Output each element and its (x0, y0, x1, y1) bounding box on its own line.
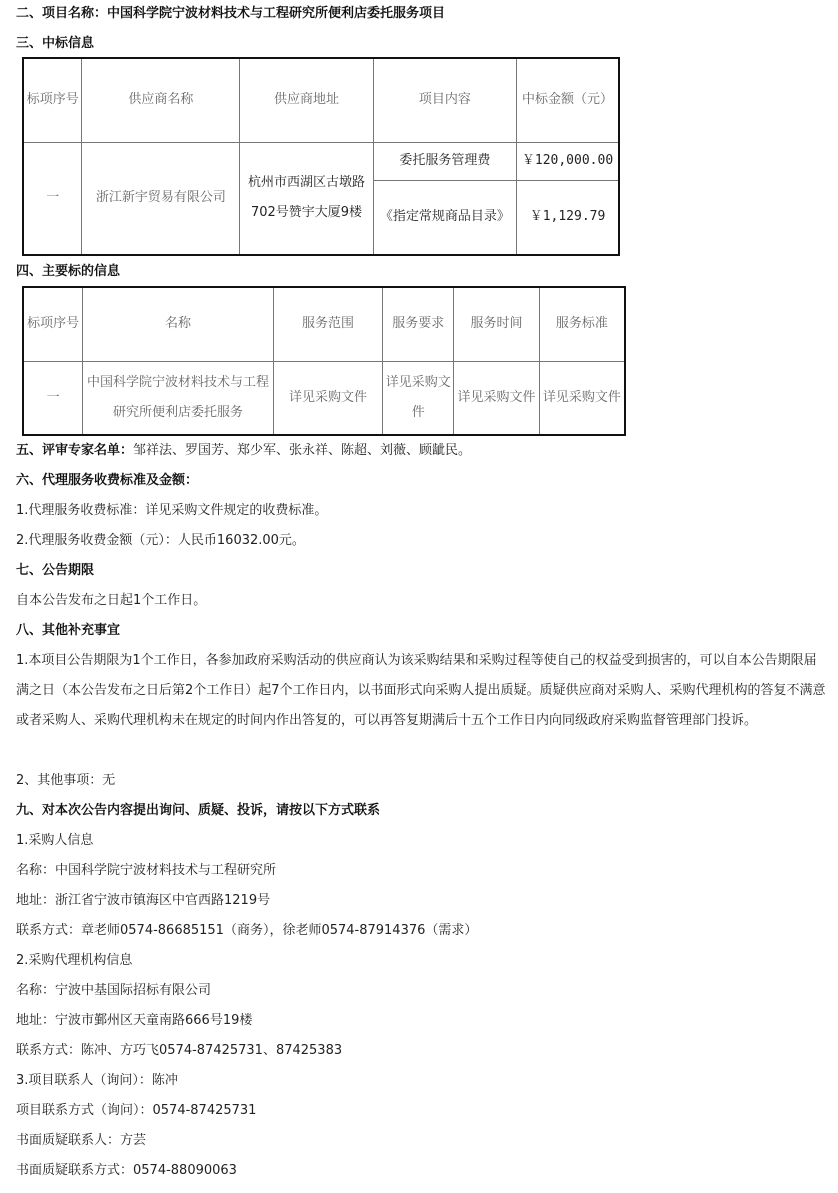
amount-goods-catalog: ￥1,129.79 (517, 180, 619, 255)
agency-info-heading: 2.采购代理机构信息 (16, 953, 133, 968)
header-award-amount: 中标金额（元） (517, 58, 619, 142)
supplementary-paragraph: 1.本项目公告期限为1个工作日，各参加政府采购活动的供应商认为该采购结果和采购过程等使自己的权益受到损害的，可以自本公告期限届满之日（本公告发布之日后第2个工作日）起7个工作日内，以书面形式向采购人提出质疑。质疑供应商对采购人、采购代理机构的答复不满意或者采购人、采购代理机构未在规定的时间内作出答复的，可以再答复期满后十五个工作日内向同级政府采购监督管理部门投诉。 (16, 653, 826, 728)
header-service-scope: 服务范围 (273, 287, 382, 361)
header-supplier-name: 供应商名称 (82, 58, 240, 142)
header-service-req: 服务要求 (383, 287, 454, 361)
lot-no-cell: 一 (23, 142, 82, 255)
supplier-address-cell: 杭州市西湖区古墩路702号赞宇大厦9楼 (240, 142, 373, 255)
written-challenge-phone: 书面质疑联系方式：0574-88090063 (16, 1163, 237, 1178)
service-req-cell: 详见采购文件 (383, 361, 454, 435)
purchaser-info-heading: 1.采购人信息 (16, 833, 94, 848)
agency-address: 地址：宁波市鄞州区天童南路666号19楼 (16, 1013, 253, 1028)
item-service-fee: 委托服务管理费 (373, 142, 516, 180)
lot-no-cell: 一 (23, 361, 83, 435)
header-name: 名称 (83, 287, 274, 361)
section-4-heading: 四、主要标的信息 (16, 264, 121, 279)
table-row (23, 142, 619, 180)
header-project-content: 项目内容 (373, 58, 516, 142)
service-time-cell: 详见采购文件 (454, 361, 539, 435)
experts-list: 邹祥法、罗国芳、郑少军、张永祥、陈超、刘薇、顾龇民。 (133, 443, 472, 458)
section-9-heading: 九、对本次公告内容提出询问、质疑、投诉，请按以下方式联系 (16, 803, 381, 818)
service-scope-cell: 详见采购文件 (273, 361, 382, 435)
fee-standard: 1.代理服务收费标准：详见采购文件规定的收费标准。 (16, 503, 328, 518)
header-supplier-address: 供应商地址 (240, 58, 373, 142)
other-matters: 2、其他事项：无 (16, 773, 116, 788)
main-subject-table (22, 286, 626, 436)
subject-name-cell: 中国科学院宁波材料技术与工程研究所便利店委托服务 (83, 361, 274, 435)
table-header-row (23, 58, 619, 142)
header-lot-no: 标项序号 (23, 58, 82, 142)
item-goods-catalog: 《指定常规商品目录》 (373, 180, 516, 255)
purchaser-name: 名称：中国科学院宁波材料技术与工程研究所 (16, 863, 277, 878)
section-3-heading: 三、中标信息 (16, 36, 95, 51)
header-service-std: 服务标准 (539, 287, 625, 361)
amount-service-fee: ￥120,000.00 (517, 142, 619, 180)
written-challenge-contact: 书面质疑联系人：方芸 (16, 1133, 147, 1148)
purchaser-contact: 联系方式：章老师0574-86685151（商务），徐老师0574-87914376（需求） (16, 923, 478, 938)
agency-name: 名称：宁波中基国际招标有限公司 (16, 983, 212, 998)
table-row (23, 361, 625, 435)
fee-amount: 2.代理服务收费金额（元）：人民币16032.00元。 (16, 533, 305, 548)
section-5-experts (16, 441, 471, 461)
section-7-heading: 七、公告期限 (16, 563, 95, 578)
project-contact-person: 3.项目联系人（询问）：陈冲 (16, 1073, 178, 1088)
header-lot-no: 标项序号 (23, 287, 83, 361)
supplier-name-cell: 浙江新宇贸易有限公司 (82, 142, 240, 255)
section-5-label: 五、评审专家名单： (16, 443, 134, 458)
section-2-project-name: 二、项目名称：中国科学院宁波材料技术与工程研究所便利店委托服务项目 (16, 6, 446, 21)
purchaser-address: 地址：浙江省宁波市镇海区中官西路1219号 (16, 893, 271, 908)
header-service-time: 服务时间 (454, 287, 539, 361)
service-std-cell: 详见采购文件 (539, 361, 625, 435)
notice-period: 自本公告发布之日起1个工作日。 (16, 593, 207, 608)
table-header-row (23, 287, 625, 361)
section-6-heading: 六、代理服务收费标准及金额： (16, 473, 199, 488)
project-contact-phone: 项目联系方式（询问）：0574-87425731 (16, 1103, 257, 1118)
section-8-heading: 八、其他补充事宜 (16, 623, 121, 638)
award-info-table (22, 57, 620, 256)
agency-contact: 联系方式：陈冲、方巧飞0574-87425731、87425383 (16, 1043, 343, 1058)
